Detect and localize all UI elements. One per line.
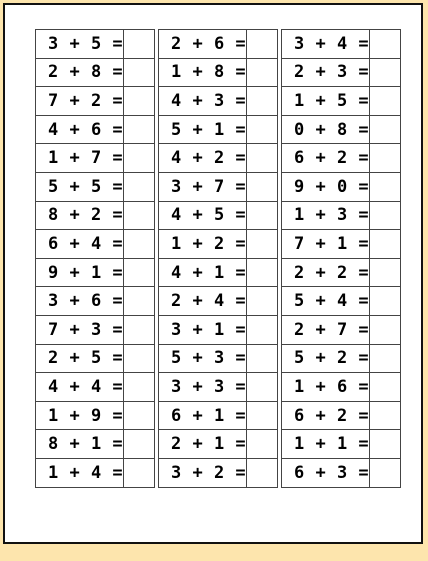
answer-box[interactable]: [247, 201, 278, 230]
problem-row: [159, 201, 278, 230]
equation-cell: 1 + 5 =: [282, 87, 370, 116]
equation-cell: 4 + 5 =: [159, 201, 247, 230]
answer-box[interactable]: [124, 87, 155, 116]
equation-cell: 9 + 1 =: [36, 258, 124, 287]
problem-row: [159, 315, 278, 344]
answer-box[interactable]: [247, 430, 278, 459]
problem-row: [159, 115, 278, 144]
equation-cell: 1 + 1 =: [282, 430, 370, 459]
equation-cell: 4 + 2 =: [159, 144, 247, 173]
problem-row: [282, 115, 401, 144]
problem-row: [36, 344, 155, 373]
equation-cell: 5 + 5 =: [36, 172, 124, 201]
problem-row: [159, 373, 278, 402]
worksheet-page: [3, 3, 423, 544]
answer-box[interactable]: [124, 315, 155, 344]
equation-cell: 4 + 4 =: [36, 373, 124, 402]
answer-box[interactable]: [124, 373, 155, 402]
problem-row: [282, 87, 401, 116]
problem-row: [282, 144, 401, 173]
answer-box[interactable]: [370, 258, 401, 287]
problem-row: [282, 401, 401, 430]
answer-box[interactable]: [247, 115, 278, 144]
answer-box[interactable]: [247, 172, 278, 201]
problem-row: [36, 58, 155, 87]
answer-box[interactable]: [124, 287, 155, 316]
problem-row: [36, 115, 155, 144]
equation-cell: 7 + 1 =: [282, 230, 370, 259]
problem-row: [36, 373, 155, 402]
answer-box[interactable]: [370, 344, 401, 373]
answer-box[interactable]: [370, 201, 401, 230]
problem-row: [282, 58, 401, 87]
equation-cell: 0 + 8 =: [282, 115, 370, 144]
answer-box[interactable]: [370, 230, 401, 259]
problem-column-1: [35, 29, 155, 488]
equation-cell: 2 + 3 =: [282, 58, 370, 87]
equation-cell: 7 + 2 =: [36, 87, 124, 116]
equation-cell: 1 + 9 =: [36, 401, 124, 430]
problem-row: [159, 430, 278, 459]
answer-box[interactable]: [370, 401, 401, 430]
problem-row: [36, 315, 155, 344]
equation-cell: 2 + 1 =: [159, 430, 247, 459]
problem-row: [159, 458, 278, 487]
problem-row: [159, 144, 278, 173]
problem-row: [159, 401, 278, 430]
answer-box[interactable]: [370, 144, 401, 173]
problem-row: [159, 258, 278, 287]
equation-cell: 1 + 4 =: [36, 458, 124, 487]
equation-cell: 7 + 3 =: [36, 315, 124, 344]
equation-cell: 6 + 2 =: [282, 144, 370, 173]
problem-row: [36, 144, 155, 173]
problem-row: [36, 458, 155, 487]
answer-box[interactable]: [370, 315, 401, 344]
problem-row: [159, 287, 278, 316]
answer-box[interactable]: [370, 172, 401, 201]
answer-box[interactable]: [247, 258, 278, 287]
equation-cell: 8 + 2 =: [36, 201, 124, 230]
equation-cell: 6 + 2 =: [282, 401, 370, 430]
problem-column-3: [281, 29, 401, 488]
equation-cell: 2 + 2 =: [282, 258, 370, 287]
equation-cell: 1 + 6 =: [282, 373, 370, 402]
equation-cell: 2 + 5 =: [36, 344, 124, 373]
problem-row: [282, 287, 401, 316]
problem-row: [159, 58, 278, 87]
problem-row: [282, 430, 401, 459]
answer-box[interactable]: [124, 230, 155, 259]
equation-cell: 6 + 1 =: [159, 401, 247, 430]
equation-cell: 9 + 0 =: [282, 172, 370, 201]
problem-row: [282, 315, 401, 344]
equation-cell: 6 + 3 =: [282, 458, 370, 487]
equation-cell: 5 + 2 =: [282, 344, 370, 373]
equation-cell: 1 + 2 =: [159, 230, 247, 259]
answer-box[interactable]: [247, 58, 278, 87]
problem-row: [36, 287, 155, 316]
answer-box[interactable]: [370, 30, 401, 59]
problem-row: [282, 201, 401, 230]
equation-cell: 3 + 2 =: [159, 458, 247, 487]
answer-box[interactable]: [370, 373, 401, 402]
answer-box[interactable]: [247, 87, 278, 116]
answer-box[interactable]: [124, 58, 155, 87]
problem-column-2: [158, 29, 278, 488]
answer-box[interactable]: [370, 430, 401, 459]
answer-box[interactable]: [247, 230, 278, 259]
equation-cell: 8 + 1 =: [36, 430, 124, 459]
equation-cell: 3 + 5 =: [36, 30, 124, 59]
problem-row: [282, 458, 401, 487]
problem-row: [282, 172, 401, 201]
equation-cell: 3 + 3 =: [159, 373, 247, 402]
answer-box[interactable]: [247, 287, 278, 316]
answer-box[interactable]: [124, 430, 155, 459]
answer-box[interactable]: [124, 172, 155, 201]
answer-box[interactable]: [370, 115, 401, 144]
equation-cell: 3 + 1 =: [159, 315, 247, 344]
answer-box[interactable]: [247, 315, 278, 344]
equation-cell: 1 + 8 =: [159, 58, 247, 87]
answer-box[interactable]: [124, 30, 155, 59]
equation-cell: 4 + 1 =: [159, 258, 247, 287]
equation-cell: 4 + 6 =: [36, 115, 124, 144]
equation-cell: 5 + 3 =: [159, 344, 247, 373]
problem-row: [36, 230, 155, 259]
equation-cell: 5 + 1 =: [159, 115, 247, 144]
equation-cell: 2 + 7 =: [282, 315, 370, 344]
problem-row: [36, 258, 155, 287]
answer-box[interactable]: [370, 58, 401, 87]
answer-box[interactable]: [124, 344, 155, 373]
answer-box[interactable]: [370, 87, 401, 116]
equation-cell: 2 + 8 =: [36, 58, 124, 87]
equation-cell: 4 + 3 =: [159, 87, 247, 116]
answer-box[interactable]: [124, 458, 155, 487]
problem-row: [159, 344, 278, 373]
problem-row: [36, 30, 155, 59]
equation-cell: 1 + 7 =: [36, 144, 124, 173]
answer-box[interactable]: [124, 144, 155, 173]
answer-box[interactable]: [124, 115, 155, 144]
answer-box[interactable]: [247, 30, 278, 59]
problem-row: [36, 430, 155, 459]
problem-row: [282, 30, 401, 59]
answer-box[interactable]: [124, 401, 155, 430]
equation-cell: 3 + 6 =: [36, 287, 124, 316]
problem-row: [159, 30, 278, 59]
answer-box[interactable]: [370, 287, 401, 316]
equation-cell: 5 + 4 =: [282, 287, 370, 316]
problem-row: [36, 401, 155, 430]
answer-box[interactable]: [247, 401, 278, 430]
answer-box[interactable]: [370, 458, 401, 487]
problem-row: [159, 172, 278, 201]
answer-box[interactable]: [247, 144, 278, 173]
problem-row: [282, 258, 401, 287]
problem-row: [282, 373, 401, 402]
problem-row: [282, 230, 401, 259]
problem-row: [282, 344, 401, 373]
equation-cell: 6 + 4 =: [36, 230, 124, 259]
answer-box[interactable]: [247, 373, 278, 402]
answer-box[interactable]: [247, 458, 278, 487]
answer-box[interactable]: [247, 344, 278, 373]
answer-box[interactable]: [124, 258, 155, 287]
problem-row: [36, 87, 155, 116]
problem-row: [159, 87, 278, 116]
problem-row: [159, 230, 278, 259]
equation-cell: 1 + 3 =: [282, 201, 370, 230]
equation-cell: 2 + 6 =: [159, 30, 247, 59]
problem-row: [36, 172, 155, 201]
equation-cell: 3 + 4 =: [282, 30, 370, 59]
answer-box[interactable]: [124, 201, 155, 230]
problem-row: [36, 201, 155, 230]
equation-cell: 2 + 4 =: [159, 287, 247, 316]
equation-cell: 3 + 7 =: [159, 172, 247, 201]
